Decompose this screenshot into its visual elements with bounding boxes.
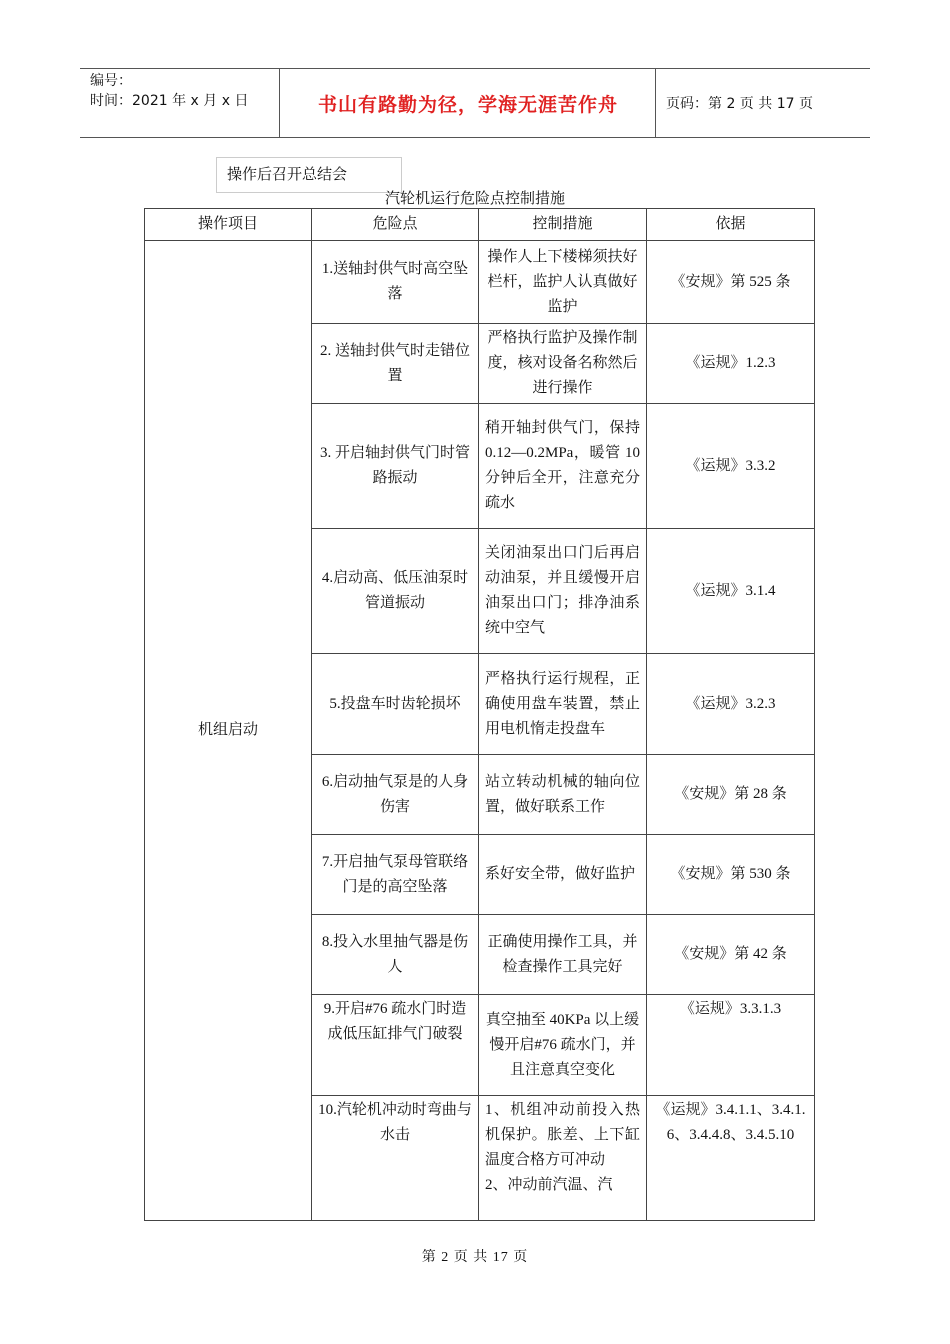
risk-cell: 1.送轴封供气时高空坠落 — [312, 241, 479, 324]
risk-cell: 9.开启#76 疏水门时造成低压缸排气门破裂 — [312, 995, 479, 1096]
measure-cell: 正确使用操作工具，并检查操作工具完好 — [479, 915, 647, 995]
header-motto: 书山有路勤为径，学海无涯苦作舟 — [281, 69, 656, 137]
risk-cell: 4.启动高、低压油泵时管道振动 — [312, 529, 479, 654]
header-operation: 操作项目 — [145, 209, 312, 241]
table-header-row — [145, 209, 815, 241]
risk-control-table — [144, 208, 815, 1221]
time-label: 时间：2021 年 x 月 x 日 — [90, 93, 249, 109]
table-row — [145, 241, 815, 324]
header-risk: 危险点 — [312, 209, 479, 241]
basis-cell: 《安规》第 530 条 — [647, 835, 815, 915]
risk-cell: 6.启动抽气泵是的人身伤害 — [312, 755, 479, 835]
header-meta — [80, 69, 280, 137]
header-basis: 依据 — [647, 209, 815, 241]
table-title: 汽轮机运行危险点控制措施 — [384, 191, 565, 207]
measure-cell: 严格执行运行规程，正确使用盘车装置，禁止用电机惰走投盘车 — [479, 654, 647, 755]
group-label: 机组启动 — [145, 241, 312, 1221]
risk-cell: 5.投盘车时齿轮损坏 — [312, 654, 479, 755]
basis-cell: 《运规》3.4.1.1、3.4.1.6、3.4.4.8、3.4.5.10 — [647, 1096, 815, 1221]
measure-cell: 1、机组冲动前投入热机保护。胀差、上下缸温度合格方可冲动 2、冲动前汽温、汽 — [479, 1096, 647, 1221]
measure-cell: 关闭油泵出口门后再启动油泵，并且缓慢开启油泵出口门；排净油系统中空气 — [479, 529, 647, 654]
basis-cell: 《运规》3.1.4 — [647, 529, 815, 654]
risk-cell: 2. 送轴封供气时走错位置 — [312, 324, 479, 404]
number-label: 编号： — [90, 73, 132, 89]
basis-cell: 《运规》3.3.2 — [647, 404, 815, 529]
measure-cell: 稍开轴封供气门，保持 0.12—0.2MPa，暖管 10 分钟后全开，注意充分疏水 — [479, 404, 647, 529]
measure-cell: 站立转动机械的轴向位置，做好联系工作 — [479, 755, 647, 835]
header-measure: 控制措施 — [479, 209, 647, 241]
basis-cell: 《运规》3.2.3 — [647, 654, 815, 755]
risk-cell: 7.开启抽气泵母管联络门是的高空坠落 — [312, 835, 479, 915]
risk-cell: 10.汽轮机冲动时弯曲与水击 — [312, 1096, 479, 1221]
page-header — [80, 68, 870, 138]
risk-cell: 3. 开启轴封供气门时管路振动 — [312, 404, 479, 529]
page-footer: 第 2 页 共 17 页 — [421, 1250, 529, 1265]
header-page-label: 页码：第 2 页 共 17 页 — [666, 96, 813, 112]
basis-cell: 《运规》3.3.1.3 — [647, 995, 815, 1096]
measure-cell: 严格执行监护及操作制度，核对设备名称然后进行操作 — [479, 324, 647, 404]
basis-cell: 《运规》1.2.3 — [647, 324, 815, 404]
basis-cell: 《安规》第 42 条 — [647, 915, 815, 995]
basis-cell: 《安规》第 525 条 — [647, 241, 815, 324]
summary-note: 操作后召开总结会 — [216, 157, 402, 193]
measure-cell: 操作人上下楼梯须扶好栏杆，监护人认真做好监护 — [479, 241, 647, 324]
risk-cell: 8.投入水里抽气器是伤人 — [312, 915, 479, 995]
measure-cell: 真空抽至 40KPa 以上缓慢开启#76 疏水门，并且注意真空变化 — [479, 995, 647, 1096]
measure-cell: 系好安全带，做好监护 — [479, 835, 647, 915]
basis-cell: 《安规》第 28 条 — [647, 755, 815, 835]
